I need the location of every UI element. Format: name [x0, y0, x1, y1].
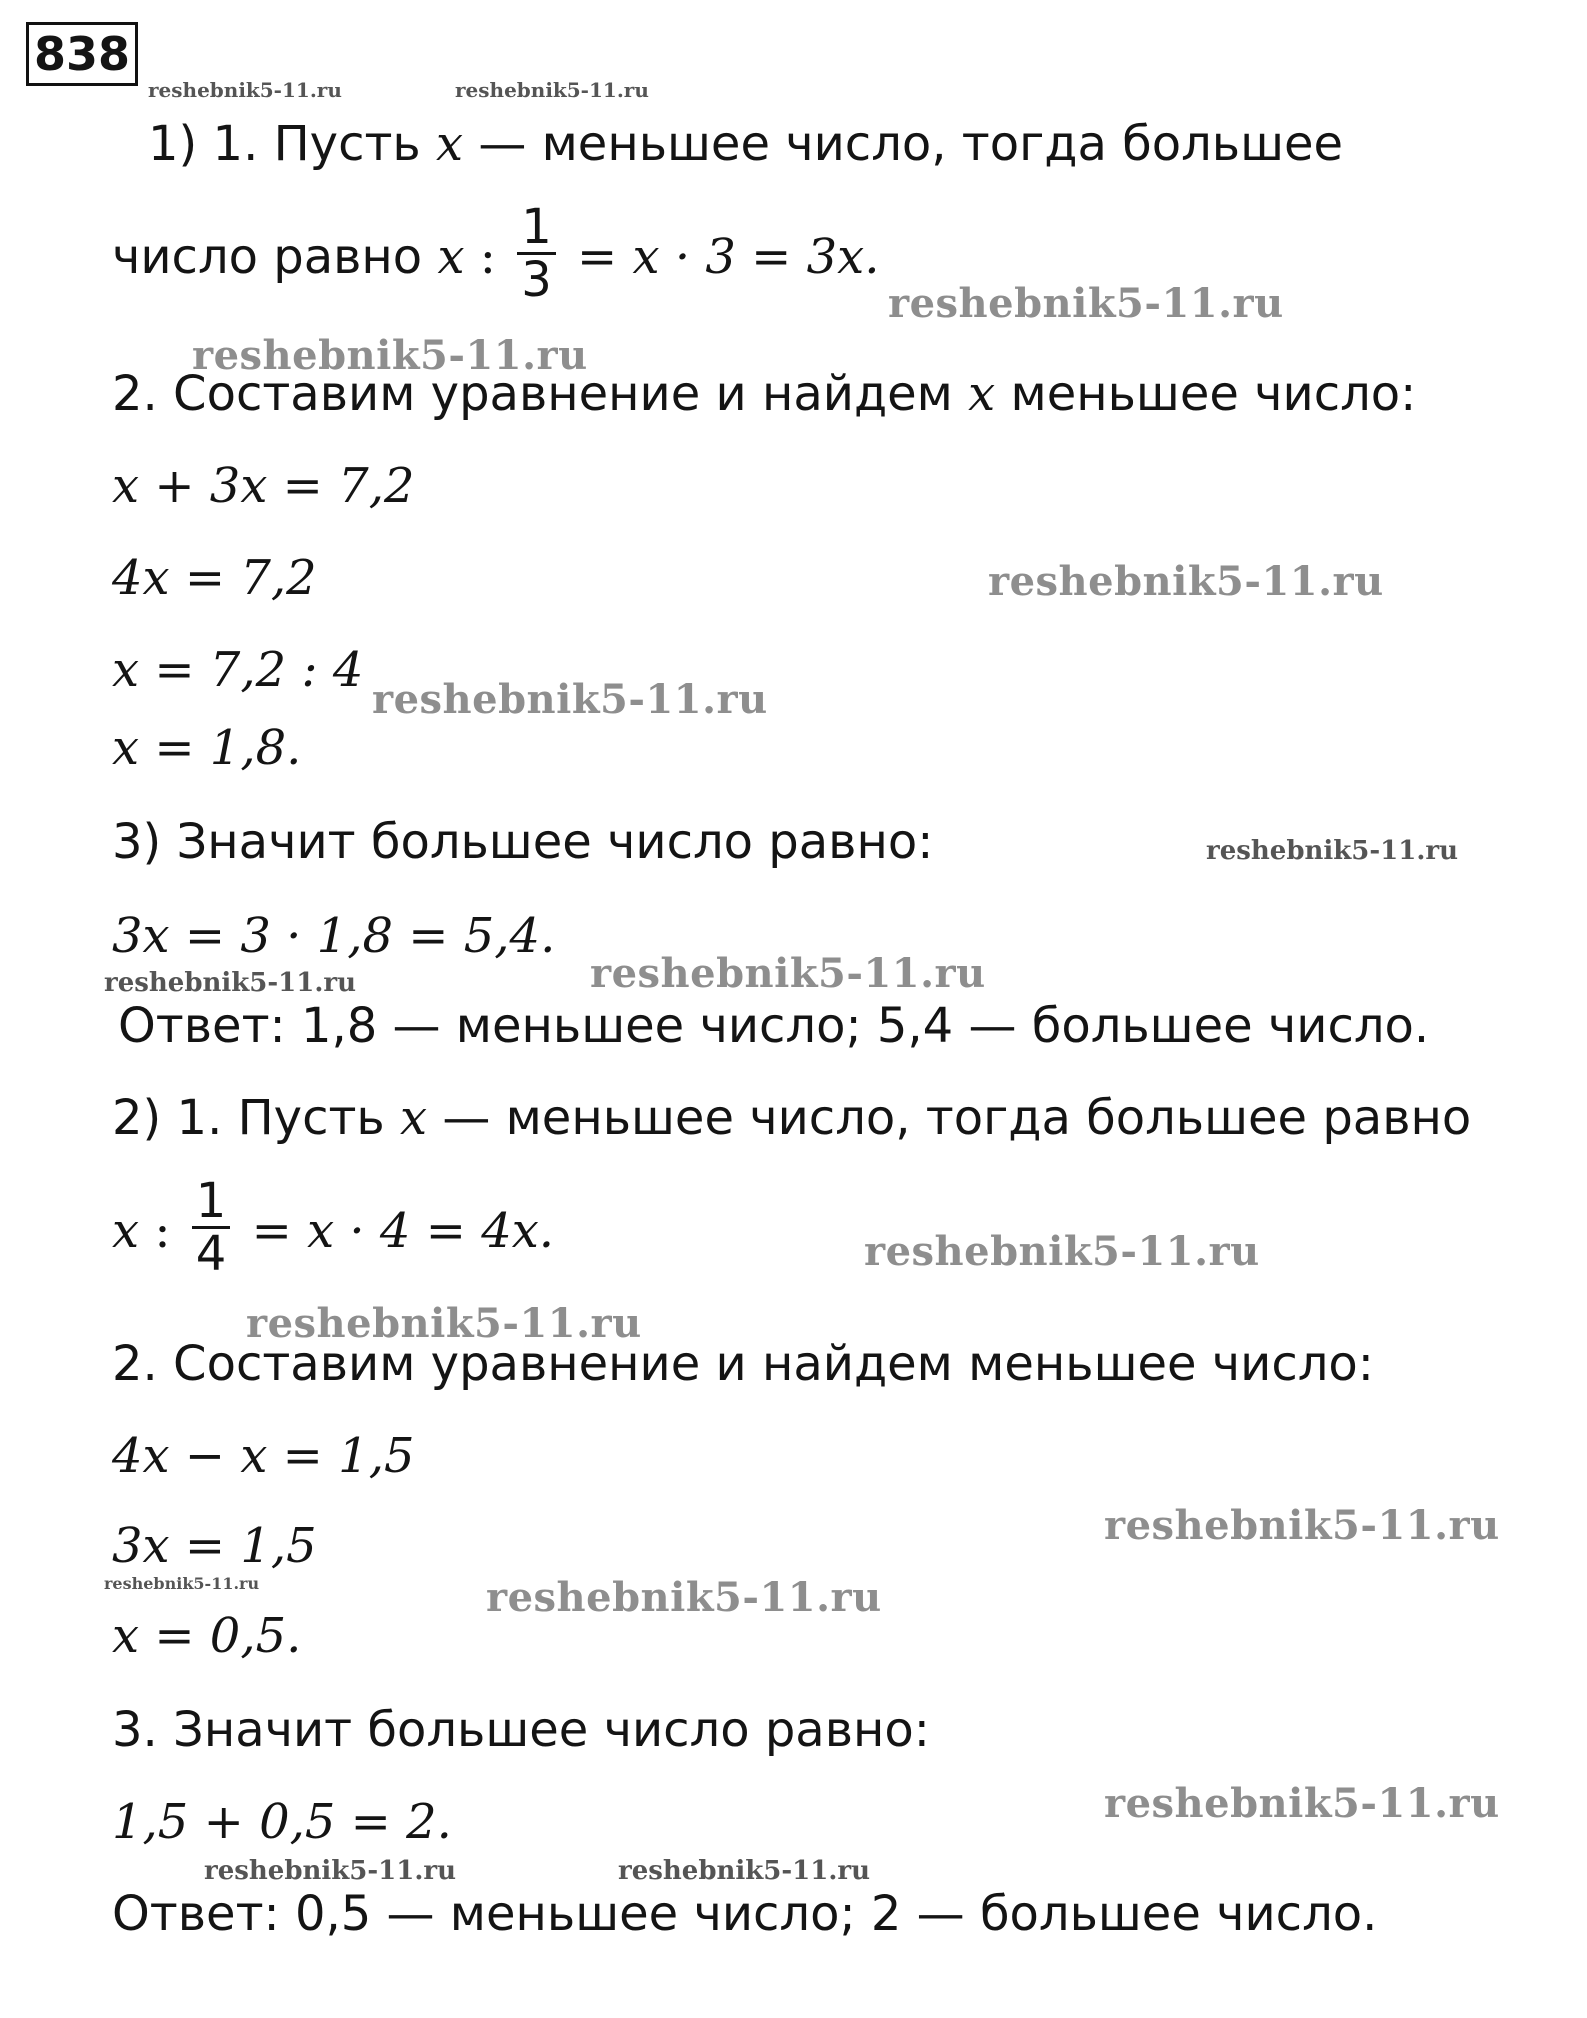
variable: x [399, 1090, 428, 1146]
variable: x [437, 228, 465, 285]
numerator: 1 [517, 202, 556, 255]
text: меньшее число: [1010, 366, 1417, 422]
text: число равно [112, 228, 423, 285]
numerator: 1 [192, 1176, 231, 1229]
watermark: reshebnik5-11.ru [104, 1574, 260, 1593]
p1-eq-3: x = 7,2 : 4 [112, 642, 364, 698]
text: 1) 1. Пусть [148, 116, 421, 172]
p1-eq-2: 4x = 7,2 [112, 550, 317, 606]
p1-eq-5: 3x = 3 · 1,8 = 5,4. [112, 908, 556, 964]
p2-line-4: 3. Значит большее число равно: [112, 1702, 930, 1758]
text: — меньшее число, тогда большее равно [442, 1090, 1472, 1146]
watermark: reshebnik5-11.ru [192, 332, 588, 379]
fraction-one-third [517, 199, 556, 309]
p2-eq-4: 1,5 + 0,5 = 2. [112, 1794, 452, 1850]
p1-line-2 [112, 199, 880, 312]
p2-eq-2: 3x = 1,5 [112, 1518, 317, 1574]
denominator: 3 [521, 252, 552, 309]
text: 2. Составим уравнение и найдем [112, 366, 953, 422]
equation: = x · 3 = 3x. [577, 228, 880, 285]
watermark: reshebnik5-11.ru [988, 558, 1384, 605]
p1-line-3 [112, 366, 1417, 422]
p1-eq-4: x = 1,8. [112, 720, 302, 776]
problem-number: 838 [26, 22, 138, 86]
p1-answer: Ответ: 1,8 — меньшее число; 5,4 — большее число. [118, 998, 1430, 1054]
watermark: reshebnik5-11.ru [864, 1228, 1260, 1275]
watermark: reshebnik5-11.ru [148, 78, 342, 102]
text: 2) 1. Пусть [112, 1090, 385, 1146]
watermark: reshebnik5-11.ru [1104, 1502, 1500, 1549]
p2-line-3: 2. Составим уравнение и найдем меньшее число: [112, 1336, 1374, 1392]
watermark: reshebnik5-11.ru [590, 950, 986, 997]
p2-line-1 [112, 1090, 1472, 1146]
variable: x [435, 116, 464, 172]
watermark: reshebnik5-11.ru [455, 78, 649, 102]
watermark: reshebnik5-11.ru [246, 1300, 642, 1347]
watermark: reshebnik5-11.ru [372, 676, 768, 723]
watermark: reshebnik5-11.ru [888, 280, 1284, 327]
watermark: reshebnik5-11.ru [618, 1856, 871, 1886]
colon: : [479, 228, 496, 285]
fraction-one-quarter [192, 1173, 231, 1283]
watermark: reshebnik5-11.ru [1206, 836, 1459, 866]
watermark: reshebnik5-11.ru [486, 1574, 882, 1621]
p2-answer: Ответ: 0,5 — меньшее число; 2 — большее число. [112, 1886, 1378, 1942]
denominator: 4 [195, 1226, 227, 1283]
watermark: reshebnik5-11.ru [204, 1856, 457, 1886]
p1-eq-1: x + 3x = 7,2 [112, 458, 415, 514]
p2-line-2 [112, 1173, 555, 1286]
variable: x [968, 366, 996, 422]
variable: x [112, 1202, 140, 1259]
p2-eq-3: x = 0,5. [112, 1608, 302, 1664]
watermark: reshebnik5-11.ru [1104, 1780, 1500, 1827]
equation: = x · 4 = 4x. [251, 1202, 555, 1259]
watermark: reshebnik5-11.ru [104, 968, 357, 998]
p2-eq-1: 4x − x = 1,5 [112, 1428, 415, 1484]
colon: : [154, 1202, 171, 1259]
text: — меньшее число, тогда большее [478, 116, 1344, 172]
p1-line-1 [148, 116, 1344, 172]
p1-line-4: 3) Значит большее число равно: [112, 814, 934, 870]
